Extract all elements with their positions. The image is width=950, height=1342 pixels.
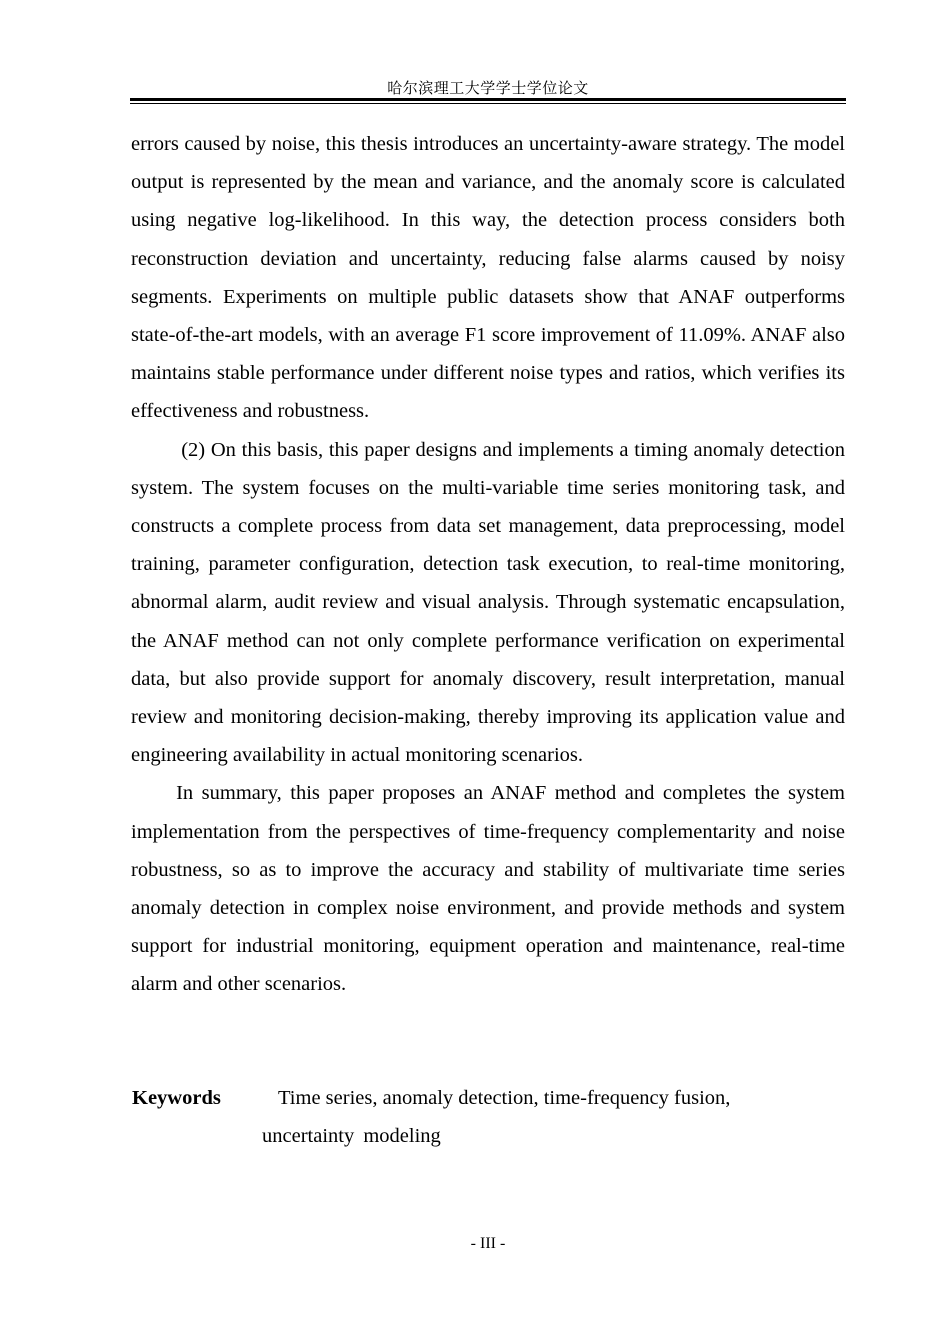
keywords-label: Keywords xyxy=(132,1087,221,1109)
header-rule-thick xyxy=(130,98,846,101)
page-number: - III - xyxy=(470,1235,506,1252)
keywords-section xyxy=(132,1079,846,1117)
keywords-line-1: Time series, anomaly detection, time-frequency fusion, xyxy=(278,1087,731,1109)
paragraph-system: (2) On this basis, this paper designs and implements a timing anomaly detection system. The system focuses on the multi-variable time series monitoring task, and constructs a complete process from data set management, data preprocessing, model training, parameter configuration, detection task execution, to real-time monitoring, abnormal alarm, audit review and visual analysis. Through systematic encapsulation, the ANAF method can not only complete performance verification on experimental data, but also provide support for anomaly discovery, result interpretation, manual review and monitoring decision-making, thereby improving its application value and engineering availability in actual monitoring scenarios. xyxy=(131,438,845,767)
paragraph-summary: In summary, this paper proposes an ANAF method and completes the system implementation from the perspectives of time-frequency complementarity and noise robustness, so as to improve the accuracy and stability of multivariate time series anomaly detection in complex noise environment, and provide methods and system support for industrial monitoring, equipment operation and maintenance, real-time alarm and other scenarios. xyxy=(131,782,845,996)
header-rule-thin xyxy=(130,103,846,104)
keywords-line-2: uncertainty modeling xyxy=(262,1125,441,1147)
running-header: 哈尔滨理工大学学士学位论文 xyxy=(387,79,589,97)
abstract-body xyxy=(131,125,845,1004)
paragraph-continuation: errors caused by noise, this thesis introduces an uncertainty-aware strategy. The model output is represented by the mean and variance, and the anomaly score is calculated using negative log-likelihood. In this way, the detection process considers both reconstruction deviation and uncertainty, reducing false alarms caused by noisy segments. Experiments on multiple public datasets show that ANAF outperforms state-of-the-art models, with an average F1 score improvement of 11.09%. ANAF also maintains stable performance under different noise types and ratios, which verifies its effectiveness and robustness. xyxy=(131,133,845,423)
